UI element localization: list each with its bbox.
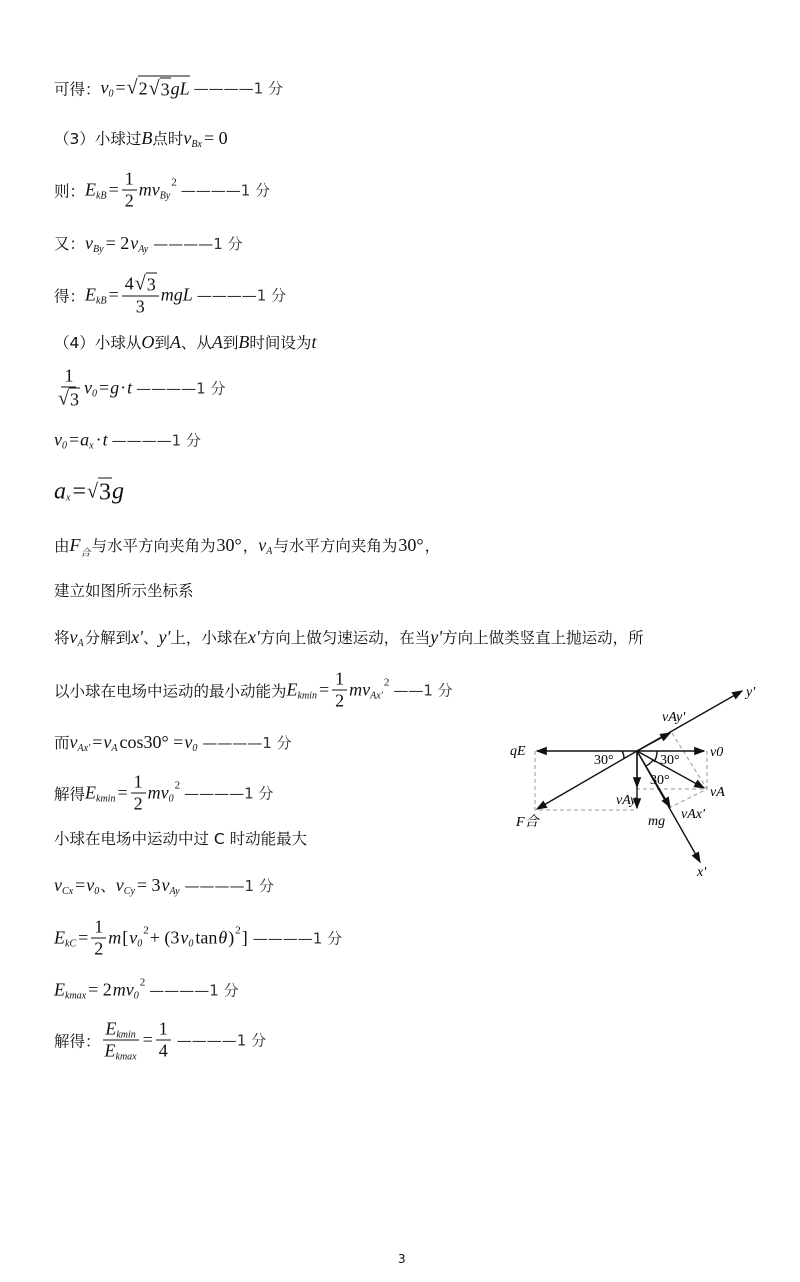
score-mark: ————1 分 bbox=[180, 181, 271, 200]
math-symbol: 2 bbox=[133, 793, 143, 814]
math-symbol: 3 bbox=[146, 274, 156, 295]
math-variable: B bbox=[238, 331, 250, 352]
math-symbol: 1 bbox=[64, 365, 74, 386]
denominator bbox=[131, 794, 146, 815]
fraction bbox=[332, 669, 347, 712]
math-variable: v bbox=[103, 731, 112, 752]
numerator bbox=[122, 169, 137, 191]
subscript: By bbox=[93, 243, 104, 255]
math-variable: v bbox=[129, 927, 138, 948]
solution-line bbox=[54, 534, 441, 559]
numerator bbox=[103, 1019, 138, 1041]
solution-line bbox=[54, 478, 124, 507]
label-vAx-prime: vAx' bbox=[681, 807, 705, 822]
radicand bbox=[98, 478, 112, 507]
denominator bbox=[332, 691, 347, 712]
math-variable: x' bbox=[247, 626, 260, 647]
radicand bbox=[160, 78, 171, 101]
math-symbol: ] bbox=[241, 927, 248, 948]
text: 以小球在电场中运动的最小动能为 bbox=[54, 682, 287, 700]
subscript: A bbox=[77, 637, 84, 649]
radicand bbox=[146, 273, 157, 296]
superscript: 2 bbox=[143, 924, 149, 936]
math-variable: v bbox=[258, 534, 267, 555]
math-variable: v bbox=[86, 874, 95, 895]
math-variable: v bbox=[161, 874, 170, 895]
math-variable: v bbox=[184, 731, 193, 752]
math-variable: E bbox=[104, 1040, 116, 1061]
text: 可得： bbox=[54, 80, 101, 98]
subscript: 合 bbox=[80, 547, 91, 559]
denominator bbox=[156, 1041, 171, 1062]
label-angle-left: 30° bbox=[594, 753, 614, 768]
numerator bbox=[91, 917, 106, 939]
text: 分解到 bbox=[84, 629, 132, 647]
solution-line bbox=[54, 127, 229, 149]
math-symbol: 1 bbox=[335, 668, 345, 689]
text: 上，小球在 bbox=[170, 629, 248, 647]
superscript: 2 bbox=[171, 176, 177, 188]
math-symbol: = bbox=[318, 679, 330, 700]
subscript: Cx bbox=[62, 885, 74, 897]
square-root bbox=[58, 388, 80, 411]
solution-line bbox=[54, 579, 194, 601]
math-variable: E bbox=[286, 679, 298, 700]
subscript: kB bbox=[96, 190, 107, 202]
text: 小球在电场中运动中过 C 时动能最大 bbox=[54, 830, 308, 848]
math-variable: E bbox=[85, 284, 97, 305]
text: （3）小球过 bbox=[54, 130, 142, 148]
subscript: Ax' bbox=[370, 690, 383, 702]
math-symbol: tan bbox=[195, 927, 218, 948]
numerator bbox=[131, 772, 146, 794]
score-mark: ————1 分 bbox=[184, 876, 274, 895]
score-mark: ————1 分 bbox=[184, 784, 274, 803]
numerator bbox=[122, 273, 159, 297]
math-symbol: + (3 bbox=[149, 927, 180, 948]
score-mark: ——1 分 bbox=[393, 681, 453, 700]
text: 与水平方向夹角为 bbox=[91, 537, 216, 555]
text: 而 bbox=[54, 734, 70, 752]
math-variable: v bbox=[130, 232, 139, 253]
math-symbol: ) bbox=[228, 927, 235, 948]
math-variable: y' bbox=[158, 626, 171, 647]
fraction bbox=[56, 366, 82, 411]
math-symbol: = bbox=[69, 429, 80, 450]
score-mark: ————1 分 bbox=[153, 234, 243, 253]
radical-sign-icon: √ bbox=[134, 272, 146, 295]
text: 与水平方向夹角为 bbox=[273, 537, 398, 555]
math-symbol: = 2 bbox=[88, 979, 112, 1000]
math-symbol: = bbox=[98, 377, 110, 398]
numerator bbox=[156, 1019, 171, 1041]
subscript: 0 bbox=[108, 88, 114, 100]
math-symbol: 3 bbox=[160, 79, 170, 100]
math-symbol: · bbox=[95, 429, 102, 450]
math-symbol: = bbox=[108, 284, 119, 305]
math-symbol: 2 bbox=[335, 690, 345, 711]
math-symbol: 3 bbox=[135, 296, 145, 317]
label-vAy-prime: vAy' bbox=[662, 710, 686, 725]
math-variable: mv bbox=[138, 179, 160, 200]
radical-sign-icon: √ bbox=[126, 76, 138, 99]
math-variable: E bbox=[54, 979, 65, 1000]
subscript: kmax bbox=[115, 1051, 137, 1063]
solution-line bbox=[54, 772, 273, 815]
label-vAy: vAy bbox=[616, 793, 637, 808]
math-symbol: cos30° = bbox=[119, 731, 184, 752]
subscript: 0 bbox=[91, 388, 97, 400]
solution-line bbox=[54, 76, 283, 101]
math-variable: x' bbox=[131, 626, 143, 647]
math-variable: mv bbox=[349, 679, 371, 700]
math-symbol: = 3 bbox=[136, 874, 161, 895]
square-root bbox=[149, 78, 171, 101]
solution-line bbox=[54, 731, 292, 753]
math-symbol: = bbox=[75, 874, 86, 895]
subscript: kmin bbox=[96, 793, 116, 805]
math-symbol: = bbox=[72, 478, 86, 505]
text: 解得： bbox=[54, 1032, 101, 1050]
label-qE: qE bbox=[510, 744, 526, 759]
math-symbol: = bbox=[78, 927, 89, 948]
solution-line bbox=[54, 232, 243, 254]
math-symbol: = bbox=[92, 731, 103, 752]
solution-line bbox=[54, 874, 274, 896]
subscript: 0 bbox=[188, 938, 194, 950]
math-symbol: 1 bbox=[158, 1018, 168, 1039]
radicand bbox=[138, 76, 190, 101]
text: 点时 bbox=[152, 130, 184, 148]
math-variable: mgL bbox=[160, 284, 193, 305]
math-variable: θ bbox=[218, 927, 228, 948]
math-symbol: · bbox=[120, 377, 127, 398]
subscript: Ax' bbox=[77, 742, 91, 754]
math-variable: A bbox=[169, 331, 181, 352]
solution-line bbox=[54, 827, 307, 849]
text: ， bbox=[424, 537, 441, 555]
score-mark: ————1 分 bbox=[202, 733, 292, 752]
label-vA: vA bbox=[710, 785, 725, 800]
subscript: Cy bbox=[123, 885, 135, 897]
math-symbol: [ bbox=[122, 927, 129, 948]
math-variable: y' bbox=[430, 626, 443, 647]
fraction bbox=[103, 1019, 140, 1062]
solution-line bbox=[54, 976, 239, 1002]
text: 到 bbox=[222, 334, 239, 352]
math-variable: gL bbox=[170, 78, 190, 99]
math-variable: a bbox=[80, 429, 90, 450]
math-symbol: = bbox=[108, 179, 119, 200]
math-variable: F bbox=[69, 534, 81, 555]
subscript: kmin bbox=[297, 690, 317, 702]
square-root bbox=[135, 273, 157, 296]
square-root bbox=[127, 76, 190, 101]
denominator bbox=[133, 297, 148, 318]
page-number: 3 bbox=[398, 1252, 406, 1266]
angle-arc-lower bbox=[646, 760, 653, 766]
text: 解得 bbox=[54, 785, 86, 803]
math-symbol: 1 bbox=[133, 771, 143, 792]
math-symbol: 2 bbox=[124, 190, 134, 211]
solution-line bbox=[54, 273, 286, 318]
fraction bbox=[122, 273, 159, 318]
label-angle-lower: 30° bbox=[650, 773, 670, 788]
math-variable: E bbox=[105, 1018, 117, 1039]
subscript: 0 bbox=[192, 742, 198, 754]
fraction bbox=[91, 917, 106, 960]
subscript: A bbox=[266, 545, 273, 557]
subscript: x bbox=[89, 440, 94, 452]
denominator bbox=[122, 191, 137, 212]
label-F-resultant: F合 bbox=[516, 815, 539, 830]
force-decomposition-diagram bbox=[500, 680, 780, 880]
text: （4）小球从 bbox=[54, 334, 142, 352]
subscript: Ay bbox=[138, 243, 149, 255]
math-variable: v bbox=[85, 232, 94, 253]
subscript: Ay bbox=[169, 885, 180, 897]
math-variable: v bbox=[54, 874, 62, 895]
solution-line bbox=[54, 669, 453, 712]
math-symbol: 3 bbox=[98, 479, 111, 506]
text: 方向上做匀速运动，在当 bbox=[259, 629, 431, 647]
subscript: A bbox=[111, 742, 118, 754]
math-symbol: 30° bbox=[398, 534, 424, 555]
math-variable: m bbox=[108, 927, 122, 948]
text: 建立如图所示坐标系 bbox=[54, 582, 194, 600]
vAy-prime-arrow bbox=[637, 733, 670, 751]
radicand bbox=[69, 388, 80, 411]
radical-sign-icon: √ bbox=[87, 480, 98, 503]
subscript: 0 bbox=[94, 885, 100, 897]
text: 方向上做类竖直上抛运动，所 bbox=[442, 629, 644, 647]
fraction bbox=[131, 772, 146, 815]
label-y-prime: y' bbox=[746, 685, 756, 700]
subscript: 0 bbox=[168, 793, 174, 805]
text: 将 bbox=[54, 629, 70, 647]
math-variable: B bbox=[141, 127, 153, 148]
superscript: 2 bbox=[235, 924, 241, 936]
denominator bbox=[56, 388, 82, 411]
square-root bbox=[87, 478, 112, 507]
math-symbol: 4 bbox=[158, 1040, 168, 1061]
text: 、从 bbox=[180, 334, 212, 352]
text: 由 bbox=[54, 537, 70, 555]
math-variable: E bbox=[85, 782, 97, 803]
label-angle-right: 30° bbox=[660, 753, 680, 768]
math-variable: t bbox=[127, 377, 133, 398]
label-x-prime: x' bbox=[697, 865, 707, 880]
math-variable: v bbox=[83, 377, 92, 398]
text: 得： bbox=[54, 287, 86, 305]
math-variable: O bbox=[141, 331, 155, 352]
text: 到 bbox=[154, 334, 170, 352]
solution-line bbox=[54, 430, 201, 451]
score-mark: ————1 分 bbox=[252, 929, 343, 948]
solution-line bbox=[54, 169, 270, 212]
subscript: kmin bbox=[116, 1029, 136, 1041]
denominator bbox=[91, 939, 106, 960]
score-mark: ————1 分 bbox=[193, 79, 283, 98]
math-variable: v bbox=[69, 626, 78, 647]
subscript: x bbox=[66, 492, 71, 504]
math-variable: mv bbox=[112, 979, 134, 1000]
fraction bbox=[122, 169, 137, 212]
subscript: Bx bbox=[191, 138, 202, 150]
denominator bbox=[103, 1041, 140, 1062]
math-variable: v bbox=[54, 429, 62, 450]
math-symbol: = bbox=[117, 782, 128, 803]
score-mark: ————1 分 bbox=[111, 431, 201, 450]
math-variable: A bbox=[211, 331, 223, 352]
math-symbol: 30° bbox=[216, 534, 242, 555]
math-variable: g bbox=[110, 377, 120, 398]
superscript: 2 bbox=[383, 676, 390, 688]
math-variable: v bbox=[69, 731, 78, 752]
subscript: kmax bbox=[65, 990, 87, 1002]
text: 、 bbox=[100, 877, 116, 895]
solution-line bbox=[54, 917, 342, 960]
math-symbol: 1 bbox=[94, 916, 104, 937]
math-symbol: = 0 bbox=[203, 127, 228, 148]
label-mg: mg bbox=[648, 814, 666, 829]
math-variable: mv bbox=[147, 782, 169, 803]
math-variable: v bbox=[100, 77, 109, 98]
math-variable: t bbox=[102, 429, 108, 450]
subscript: 0 bbox=[137, 938, 143, 950]
math-variable: t bbox=[311, 331, 317, 352]
angle-arc-right bbox=[654, 751, 657, 762]
radical-sign-icon: √ bbox=[58, 387, 69, 410]
superscript: 2 bbox=[174, 779, 181, 791]
solution-line bbox=[54, 1019, 266, 1062]
math-symbol: = bbox=[115, 77, 126, 98]
score-mark: ————1 分 bbox=[149, 981, 239, 1000]
math-variable: v bbox=[180, 927, 189, 948]
math-symbol: 3 bbox=[69, 389, 79, 410]
subscript: 0 bbox=[133, 990, 139, 1002]
subscript: 0 bbox=[62, 440, 67, 452]
solution-line bbox=[54, 626, 644, 648]
math-symbol: 4 bbox=[124, 273, 134, 294]
radical-sign-icon: √ bbox=[148, 77, 160, 100]
superscript: 2 bbox=[139, 976, 146, 988]
fraction bbox=[156, 1019, 171, 1062]
subscript: kC bbox=[65, 938, 77, 950]
math-variable: v bbox=[183, 127, 192, 148]
text: 、 bbox=[142, 629, 159, 647]
math-symbol: = bbox=[142, 1029, 153, 1050]
numerator bbox=[61, 366, 76, 388]
math-variable: E bbox=[54, 927, 65, 948]
angle-arc-left bbox=[622, 751, 624, 759]
math-variable: a bbox=[54, 478, 66, 505]
score-mark: ————1 分 bbox=[196, 286, 287, 305]
subscript: By bbox=[159, 190, 171, 202]
solution-line bbox=[54, 366, 225, 411]
text: 则： bbox=[54, 182, 86, 200]
math-symbol: 2 bbox=[94, 938, 104, 959]
math-variable: v bbox=[115, 874, 124, 895]
math-symbol: = 2 bbox=[105, 232, 130, 253]
math-symbol: 1 bbox=[124, 168, 134, 189]
numerator bbox=[332, 669, 347, 691]
text: 时间设为 bbox=[249, 334, 312, 352]
math-symbol: 2 bbox=[138, 78, 148, 99]
score-mark: ————1 分 bbox=[136, 379, 226, 398]
subscript: kB bbox=[96, 295, 107, 307]
solution-line bbox=[54, 331, 316, 353]
text: ， bbox=[242, 537, 259, 555]
math-variable: E bbox=[85, 179, 97, 200]
score-mark: ————1 分 bbox=[176, 1031, 267, 1050]
text: 又： bbox=[54, 235, 86, 253]
math-variable: g bbox=[111, 478, 124, 505]
label-v0: v0 bbox=[710, 745, 724, 760]
